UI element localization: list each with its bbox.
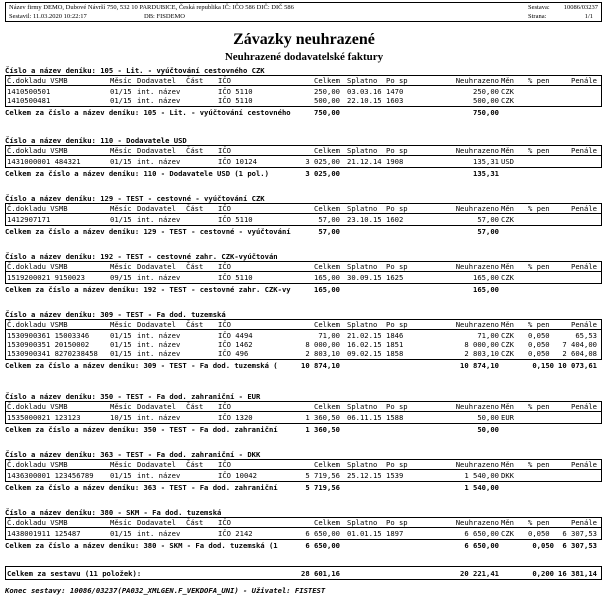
column-header-doc: Č.dokladu VSMB — [7, 518, 68, 527]
column-header-posp: Po sp — [386, 320, 408, 329]
column-header-posp: Po sp — [386, 460, 408, 469]
column-header-mesic: Měsíc — [110, 76, 132, 85]
row-celkem: 3 025,00 — [305, 157, 340, 166]
column-header-ico: IČO — [218, 320, 231, 329]
column-header-doc: Č.dokladu VSMB — [7, 460, 68, 469]
section-total-neuhrazeno: 750,00 — [473, 108, 499, 117]
row-doc: 1410500501 — [7, 87, 51, 96]
row-doc: 1410500481 — [7, 96, 51, 105]
section-total-celkem: 3 025,00 — [305, 169, 340, 178]
section-total-neuhrazeno: 6 650,00 — [464, 541, 499, 550]
row-mesic: 01/15 — [110, 529, 132, 538]
column-header-doc: Č.dokladu VSMB — [7, 262, 68, 271]
row-neuhr: 8 000,00 — [464, 340, 499, 349]
column-header-men: Měn — [501, 320, 514, 329]
row-pen: 0,050 — [528, 529, 550, 538]
row-mesic: 01/15 — [110, 215, 132, 224]
section-total-celkem: 10 874,10 — [301, 361, 340, 370]
row-ico: IČO 10042 — [218, 471, 257, 480]
section-total-label: Celkem za číslo a název deníku: 309 - TEST - Fa dod. tuzemská ( — [5, 361, 278, 370]
column-header-doc: Č.dokladu VSMB — [7, 320, 68, 329]
row-dod: int. název — [137, 471, 181, 480]
section-total-penale: 10 073,61 — [558, 361, 597, 370]
column-header-penale: Penále — [571, 320, 597, 329]
row-ico: IČO 10124 — [218, 157, 257, 166]
header-rule — [5, 527, 602, 528]
column-header-neuhr: Neuhrazeno — [455, 76, 499, 85]
row-men: USD — [501, 157, 514, 166]
row-doc: 1412907171 — [7, 215, 51, 224]
row-mesic: 01/15 — [110, 87, 132, 96]
row-dod: int. název — [137, 331, 181, 340]
row-splatno: 03.03.16 — [347, 87, 382, 96]
column-header-dod: Dodavatel — [137, 262, 176, 271]
row-doc: 1438001911 125487 — [7, 529, 81, 538]
row-doc: 1530900341 8270238458 — [7, 349, 98, 358]
row-doc: 1535000021 123123 — [7, 413, 81, 422]
section-total-celkem: 750,00 — [314, 108, 340, 117]
row-neuhr: 135,31 — [473, 157, 499, 166]
column-header-pen: % pen — [528, 146, 550, 155]
section-total-label: Celkem za číslo a název deníku: 192 - TEST - cestovné zahr. CZK-vy — [5, 285, 291, 294]
section-title: Číslo a název deníku: 105 - Lit. - vyúčtování cestovného CZK — [5, 66, 265, 75]
row-mesic: 09/15 — [110, 273, 132, 282]
column-header-cast: Část — [186, 204, 204, 213]
row-posp: 1470 — [386, 87, 404, 96]
column-header-pen: % pen — [528, 402, 550, 411]
row-neuhr: 500,00 — [473, 96, 499, 105]
column-header-penale: Penále — [571, 204, 597, 213]
section-total-neuhrazeno: 165,00 — [473, 285, 499, 294]
row-men: EUR — [501, 413, 514, 422]
row-dod: int. název — [137, 157, 181, 166]
section-total-celkem: 6 650,00 — [305, 541, 340, 550]
column-header-splatno: Splatno — [347, 146, 378, 155]
row-splatno: 21.12.14 — [347, 157, 382, 166]
column-header-dod: Dodavatel — [137, 402, 176, 411]
column-header-posp: Po sp — [386, 262, 408, 271]
column-header-mesic: Měsíc — [110, 262, 132, 271]
report-footer: Konec sestavy: 10086/03237(PA032_XMLGEN.F_VEKDOFA_UNI) - Uživatel: FISTEST — [5, 586, 326, 595]
column-header-cast: Část — [186, 460, 204, 469]
column-header-neuhr: Neuhrazeno — [455, 518, 499, 527]
row-dod: int. název — [137, 273, 181, 282]
section-title: Číslo a název deníku: 363 - TEST - Fa dod. zahraniční - DKK — [5, 450, 261, 459]
section-title: Číslo a název deníku: 110 - Dodavatele USD — [5, 136, 187, 145]
row-neuhr: 250,00 — [473, 87, 499, 96]
row-men: CZK — [501, 529, 514, 538]
row-splatno: 25.12.15 — [347, 471, 382, 480]
created-line: Sestavil: 11.03.2020 10:22:17 — [9, 13, 87, 20]
row-posp: 1908 — [386, 157, 404, 166]
column-header-celkem: Celkem — [314, 146, 340, 155]
column-header-neuhr: Neuhrazeno — [455, 460, 499, 469]
column-header-doc: Č.dokladu VSMB — [7, 402, 68, 411]
row-ico: IČO 1320 — [218, 413, 253, 422]
column-header-doc: Č.dokladu VSMB — [7, 146, 68, 155]
row-ico: IČO 2142 — [218, 529, 253, 538]
column-header-mesic: Měsíc — [110, 518, 132, 527]
column-header-pen: % pen — [528, 76, 550, 85]
row-penale: 7 404,00 — [562, 340, 597, 349]
header-rule — [5, 469, 602, 470]
column-header-men: Měn — [501, 204, 514, 213]
column-header-ico: IČO — [218, 402, 231, 411]
column-header-posp: Po sp — [386, 76, 408, 85]
row-posp: 1603 — [386, 96, 404, 105]
row-neuhr: 2 803,10 — [464, 349, 499, 358]
column-header-ico: IČO — [218, 518, 231, 527]
section-title: Číslo a název deníku: 192 - TEST - cestovné zahr. CZK-vyúčtován — [5, 252, 278, 261]
column-header-men: Měn — [501, 146, 514, 155]
row-dod: int. název — [137, 87, 181, 96]
column-header-splatno: Splatno — [347, 76, 378, 85]
column-header-posp: Po sp — [386, 402, 408, 411]
column-header-mesic: Měsíc — [110, 146, 132, 155]
column-header-celkem: Celkem — [314, 402, 340, 411]
section-total-neuhrazeno: 50,00 — [477, 425, 499, 434]
section-total-neuhrazeno: 10 874,10 — [460, 361, 499, 370]
section-title: Číslo a název deníku: 129 - TEST - cestovné - vyúčtování CZK — [5, 194, 265, 203]
section-total-pen: 0,050 — [532, 541, 554, 550]
column-header-celkem: Celkem — [314, 76, 340, 85]
row-neuhr: 6 650,00 — [464, 529, 499, 538]
row-neuhr: 71,00 — [477, 331, 499, 340]
row-celkem: 500,00 — [314, 96, 340, 105]
row-neuhr: 50,00 — [477, 413, 499, 422]
row-celkem: 1 360,50 — [305, 413, 340, 422]
row-dod: int. název — [137, 349, 181, 358]
row-splatno: 06.11.15 — [347, 413, 382, 422]
row-mesic: 10/15 — [110, 413, 132, 422]
column-header-cast: Část — [186, 146, 204, 155]
row-posp: 1846 — [386, 331, 404, 340]
column-header-celkem: Celkem — [314, 320, 340, 329]
company-line: Název firmy DEMO, Dubové Návrší 750, 532 10 PARDUBICE, Česká republika IČ: IČO 586 DIČ: DIČ 586 — [9, 4, 294, 11]
row-doc: 1519200021 9150023 — [7, 273, 85, 282]
column-header-men: Měn — [501, 460, 514, 469]
row-dod: int. název — [137, 413, 181, 422]
section-total-label: Celkem za číslo a název deníku: 110 - Dodavatele USD (1 pol.) — [5, 169, 269, 178]
row-neuhr: 165,00 — [473, 273, 499, 282]
column-header-pen: % pen — [528, 518, 550, 527]
header-rule — [5, 155, 602, 156]
column-header-cast: Část — [186, 518, 204, 527]
section-title: Číslo a název deníku: 380 - SKM - Fa dod. tuzemská — [5, 508, 222, 517]
column-header-men: Měn — [501, 76, 514, 85]
row-men: CZK — [501, 87, 514, 96]
row-mesic: 01/15 — [110, 331, 132, 340]
section-total-neuhrazeno: 1 540,00 — [464, 483, 499, 492]
row-celkem: 6 650,00 — [305, 529, 340, 538]
row-men: CZK — [501, 273, 514, 282]
row-men: CZK — [501, 349, 514, 358]
strana-value: 1/1 — [584, 13, 593, 20]
column-header-pen: % pen — [528, 204, 550, 213]
row-ico: IČO 496 — [218, 349, 249, 358]
section-total-label: Celkem za číslo a název deníku: 363 - TEST - Fa dod. zahraniční — [5, 483, 278, 492]
row-dod: int. název — [137, 96, 181, 105]
column-header-men: Měn — [501, 262, 514, 271]
column-header-pen: % pen — [528, 460, 550, 469]
column-header-ico: IČO — [218, 460, 231, 469]
section-total-celkem: 1 360,50 — [305, 425, 340, 434]
row-mesic: 01/15 — [110, 349, 132, 358]
row-celkem: 2 803,10 — [305, 349, 340, 358]
row-ico: IČO 5110 — [218, 273, 253, 282]
row-splatno: 09.02.15 — [347, 349, 382, 358]
column-header-pen: % pen — [528, 320, 550, 329]
report-title: Závazky neuhrazené — [233, 31, 375, 48]
column-header-celkem: Celkem — [314, 460, 340, 469]
row-doc: 1431000001 484321 — [7, 157, 81, 166]
row-pen: 0,050 — [528, 331, 550, 340]
column-header-mesic: Měsíc — [110, 460, 132, 469]
row-mesic: 01/15 — [110, 340, 132, 349]
section-total-celkem: 165,00 — [314, 285, 340, 294]
row-mesic: 01/15 — [110, 471, 132, 480]
section-total-label: Celkem za číslo a název deníku: 129 - TEST - cestovné - vyúčtování — [5, 227, 291, 236]
row-men: CZK — [501, 96, 514, 105]
column-header-ico: IČO — [218, 204, 231, 213]
column-header-splatno: Splatno — [347, 460, 378, 469]
column-header-penale: Penále — [571, 146, 597, 155]
row-posp: 1851 — [386, 340, 404, 349]
column-header-penale: Penále — [571, 402, 597, 411]
row-posp: 1897 — [386, 529, 404, 538]
column-header-mesic: Měsíc — [110, 320, 132, 329]
sestava-label: Sestava: — [528, 4, 550, 11]
column-header-splatno: Splatno — [347, 262, 378, 271]
section-total-label: Celkem za číslo a název deníku: 380 - SKM - Fa dod. tuzemská (1 — [5, 541, 278, 550]
column-header-celkem: Celkem — [314, 262, 340, 271]
column-header-neuhr: Neuhrazeno — [455, 320, 499, 329]
column-header-mesic: Měsíc — [110, 204, 132, 213]
row-splatno: 16.02.15 — [347, 340, 382, 349]
row-posp: 1858 — [386, 349, 404, 358]
column-header-penale: Penále — [571, 460, 597, 469]
column-header-dod: Dodavatel — [137, 76, 176, 85]
column-header-penale: Penále — [571, 262, 597, 271]
grand-total-penale: 16 381,14 — [558, 569, 597, 578]
row-ico: IČO 5110 — [218, 96, 253, 105]
column-header-ico: IČO — [218, 76, 231, 85]
column-header-splatno: Splatno — [347, 320, 378, 329]
row-celkem: 71,00 — [318, 331, 340, 340]
row-splatno: 21.02.15 — [347, 331, 382, 340]
header-rule — [5, 85, 602, 86]
row-pen: 0,050 — [528, 349, 550, 358]
column-header-dod: Dodavatel — [137, 320, 176, 329]
section-total-neuhrazeno: 135,31 — [473, 169, 499, 178]
header-rule — [5, 411, 602, 412]
row-doc: 1530900351 20150002 — [7, 340, 90, 349]
column-header-posp: Po sp — [386, 204, 408, 213]
grand-total-pen: 0,200 — [532, 569, 554, 578]
section-title: Číslo a název deníku: 350 - TEST - Fa dod. zahraniční - EUR — [5, 392, 261, 401]
column-header-cast: Část — [186, 402, 204, 411]
row-neuhr: 57,00 — [477, 215, 499, 224]
row-celkem: 250,00 — [314, 87, 340, 96]
row-celkem: 57,00 — [318, 215, 340, 224]
column-header-doc: Č.dokladu VSMB — [7, 204, 68, 213]
column-header-ico: IČO — [218, 146, 231, 155]
header-rule — [5, 271, 602, 272]
row-penale: 2 604,08 — [562, 349, 597, 358]
section-total-neuhrazeno: 57,00 — [477, 227, 499, 236]
column-header-dod: Dodavatel — [137, 460, 176, 469]
row-celkem: 8 000,00 — [305, 340, 340, 349]
section-total-label: Celkem za číslo a název deníku: 105 - Lit. - vyúčtování cestovného — [5, 108, 291, 117]
column-header-dod: Dodavatel — [137, 146, 176, 155]
column-header-neuhr: Neuhrazeno — [455, 204, 499, 213]
column-header-neuhr: Neuhrazeno — [455, 262, 499, 271]
column-header-cast: Část — [186, 76, 204, 85]
row-men: CZK — [501, 215, 514, 224]
row-men: CZK — [501, 331, 514, 340]
section-title: Číslo a název deníku: 309 - TEST - Fa dod. tuzemská — [5, 310, 226, 319]
row-men: CZK — [501, 340, 514, 349]
row-penale: 6 307,53 — [562, 529, 597, 538]
row-splatno: 23.10.15 — [347, 215, 382, 224]
row-mesic: 01/15 — [110, 96, 132, 105]
column-header-neuhr: Neuhrazeno — [455, 402, 499, 411]
column-header-splatno: Splatno — [347, 402, 378, 411]
row-posp: 1588 — [386, 413, 404, 422]
row-splatno: 30.09.15 — [347, 273, 382, 282]
column-header-doc: Č.dokladu VSMB — [7, 76, 68, 85]
row-ico: IČO 1462 — [218, 340, 253, 349]
header-rule — [5, 329, 602, 330]
section-total-label: Celkem za číslo a název deníku: 350 - TEST - Fa dod. zahraniční — [5, 425, 278, 434]
column-header-penale: Penále — [571, 518, 597, 527]
row-posp: 1602 — [386, 215, 404, 224]
column-header-mesic: Měsíc — [110, 402, 132, 411]
row-men: DKK — [501, 471, 514, 480]
header-rule — [5, 213, 602, 214]
row-splatno: 22.10.15 — [347, 96, 382, 105]
row-penale: 65,53 — [575, 331, 597, 340]
column-header-men: Měn — [501, 518, 514, 527]
column-header-cast: Část — [186, 320, 204, 329]
column-header-posp: Po sp — [386, 146, 408, 155]
row-celkem: 5 719,56 — [305, 471, 340, 480]
sestava-value: 10086/03237 — [563, 4, 598, 11]
column-header-men: Měn — [501, 402, 514, 411]
row-mesic: 01/15 — [110, 157, 132, 166]
strana-label: Strana: — [528, 13, 547, 20]
db-label: DB: FISDEMO — [144, 13, 185, 20]
row-posp: 1539 — [386, 471, 404, 480]
column-header-pen: % pen — [528, 262, 550, 271]
row-ico: IČO 5110 — [218, 215, 253, 224]
row-pen: 0,050 — [528, 340, 550, 349]
report-subtitle: Neuhrazené dodavatelské faktury — [224, 51, 384, 63]
column-header-dod: Dodavatel — [137, 204, 176, 213]
column-header-cast: Část — [186, 262, 204, 271]
column-header-ico: IČO — [218, 262, 231, 271]
row-dod: int. název — [137, 529, 181, 538]
section-total-pen: 0,150 — [532, 361, 554, 370]
section-total-celkem: 57,00 — [318, 227, 340, 236]
section-total-celkem: 5 719,56 — [305, 483, 340, 492]
row-dod: int. název — [137, 215, 181, 224]
row-dod: int. název — [137, 340, 181, 349]
column-header-splatno: Splatno — [347, 518, 378, 527]
row-ico: IČO 5110 — [218, 87, 253, 96]
section-total-penale: 6 307,53 — [562, 541, 597, 550]
row-splatno: 01.01.15 — [347, 529, 382, 538]
column-header-penale: Penále — [571, 76, 597, 85]
column-header-posp: Po sp — [386, 518, 408, 527]
grand-total-label: Celkem za sestavu (11 položek): — [7, 569, 142, 578]
column-header-dod: Dodavatel — [137, 518, 176, 527]
row-ico: IČO 4494 — [218, 331, 253, 340]
row-doc: 1436300001 123456789 — [7, 471, 94, 480]
column-header-neuhr: Neuhrazeno — [455, 146, 499, 155]
row-doc: 1530900361 15003346 — [7, 331, 90, 340]
row-celkem: 165,00 — [314, 273, 340, 282]
column-header-celkem: Celkem — [314, 518, 340, 527]
row-posp: 1625 — [386, 273, 404, 282]
grand-total-celkem: 28 601,16 — [301, 569, 340, 578]
column-header-splatno: Splatno — [347, 204, 378, 213]
grand-total-neuhrazeno: 20 221,41 — [460, 569, 499, 578]
row-neuhr: 1 540,00 — [464, 471, 499, 480]
column-header-celkem: Celkem — [314, 204, 340, 213]
report-header — [5, 2, 602, 22]
